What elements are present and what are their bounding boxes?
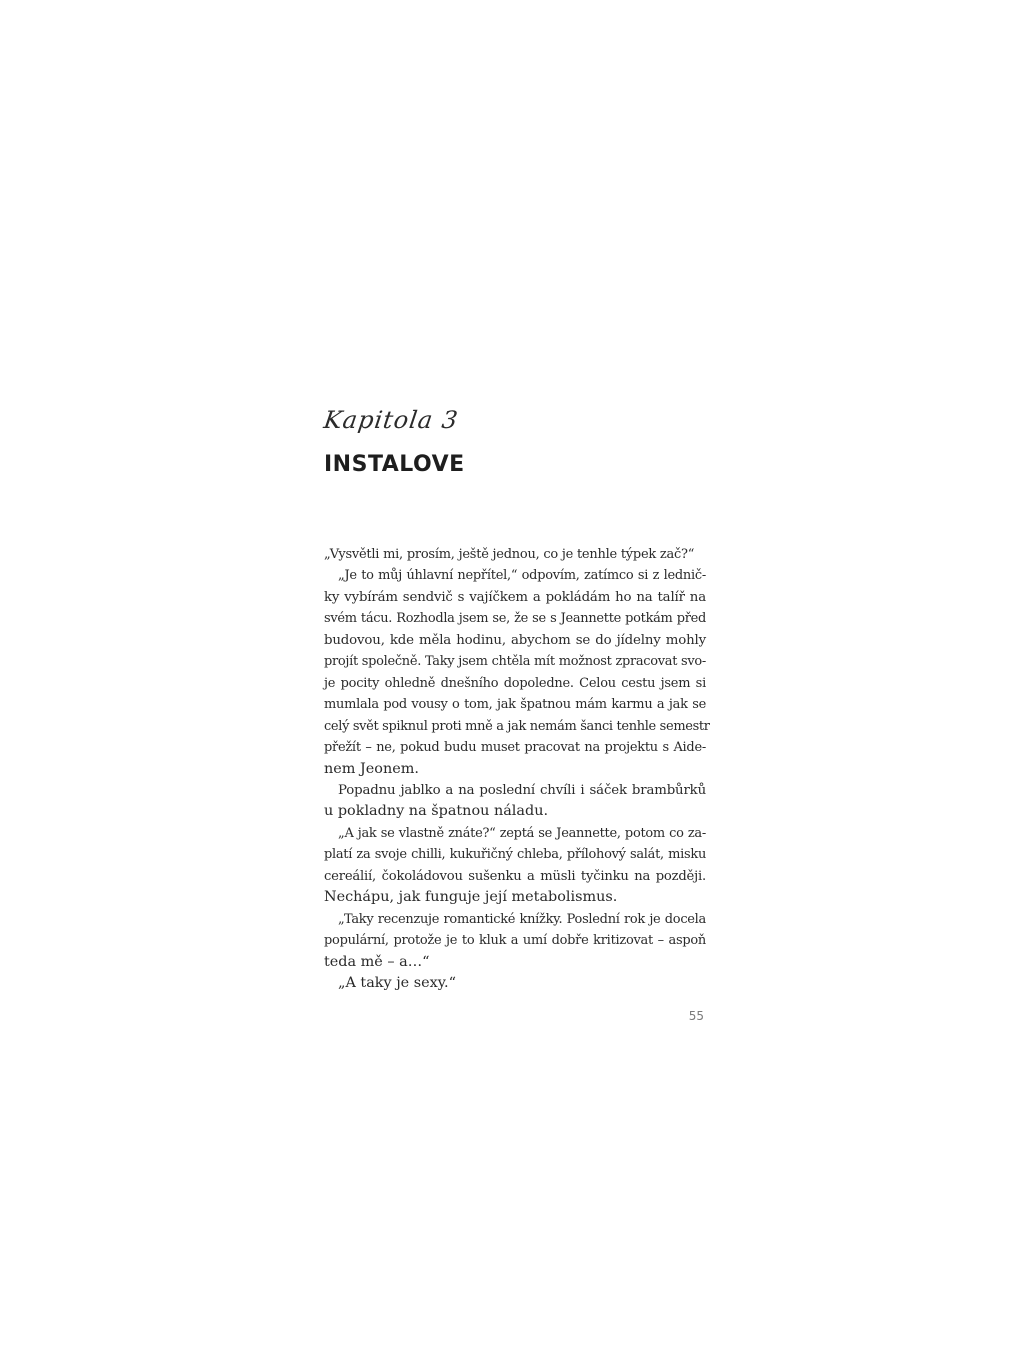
paragraph: [324, 544, 706, 565]
text-line: ky vybírám sendvič s vajíčkem a pokládám ho na talíř na: [324, 589, 706, 605]
text-line: je pocity ohledně dnešního dopoledne. Celou cestu jsem si: [324, 675, 706, 691]
body-text: [324, 544, 710, 995]
text-line: u pokladny na špatnou náladu.: [324, 803, 549, 820]
text-line: „Taky recenzuje romantické knížky. Poslední rok je docela: [338, 911, 706, 927]
text-line: „Vysvětli mi, prosím, ještě jednou, co je tenhle týpek zač?“: [324, 547, 695, 562]
text-line: mumlala pod vousy o tom, jak špatnou mám karmu a jak se: [324, 697, 706, 713]
text-line: „A taky je sexy.“: [338, 975, 456, 992]
paragraph: [324, 565, 710, 780]
text-line: teda mě – a…“: [324, 953, 430, 970]
text-line: platí za svoje chilli, kukuřičný chleba, přílohový salát, misku: [324, 847, 706, 863]
text-line: cereálií, čokoládovou sušenku a müsli tyčinku na později.: [324, 868, 706, 884]
chapter-label: Kapitola 3: [322, 406, 461, 434]
chapter-title: INSTALOVE: [324, 452, 465, 477]
text-line: Nechápu, jak funguje její metabolismus.: [324, 889, 618, 906]
text-line: budovou, kde měla hodinu, abychom se do jídelny mohly: [324, 632, 706, 648]
text-line: projít společně. Taky jsem chtěla mít možnost zpracovat svo-: [324, 654, 706, 670]
text-line: nem Jeonem.: [324, 760, 419, 777]
text-line: celý svět spiknul proti mně a jak nemám šanci tenhle semestr: [324, 718, 710, 734]
page-number: 55: [688, 1009, 704, 1023]
text-line: „A jak se vlastně znáte?“ zeptá se Jeannette, potom co za-: [338, 825, 706, 841]
paragraph: [324, 909, 706, 973]
text-line: populární, protože je to kluk a umí dobře kritizovat – aspoň: [324, 933, 706, 949]
paragraph: [324, 823, 706, 909]
paragraph: [324, 973, 706, 994]
text-line: svém tácu. Rozhodla jsem se, že se s Jeannette potkám před: [324, 611, 706, 627]
text-line: přežít – ne, pokud budu muset pracovat na projektu s Aide-: [324, 740, 706, 756]
text-line: „Je to můj úhlavní nepřítel,“ odpovím, zatímco si z lednič-: [338, 568, 706, 584]
paragraph: [324, 780, 706, 823]
text-line: Popadnu jablko a na poslední chvíli i sáček brambůrků: [338, 782, 706, 798]
